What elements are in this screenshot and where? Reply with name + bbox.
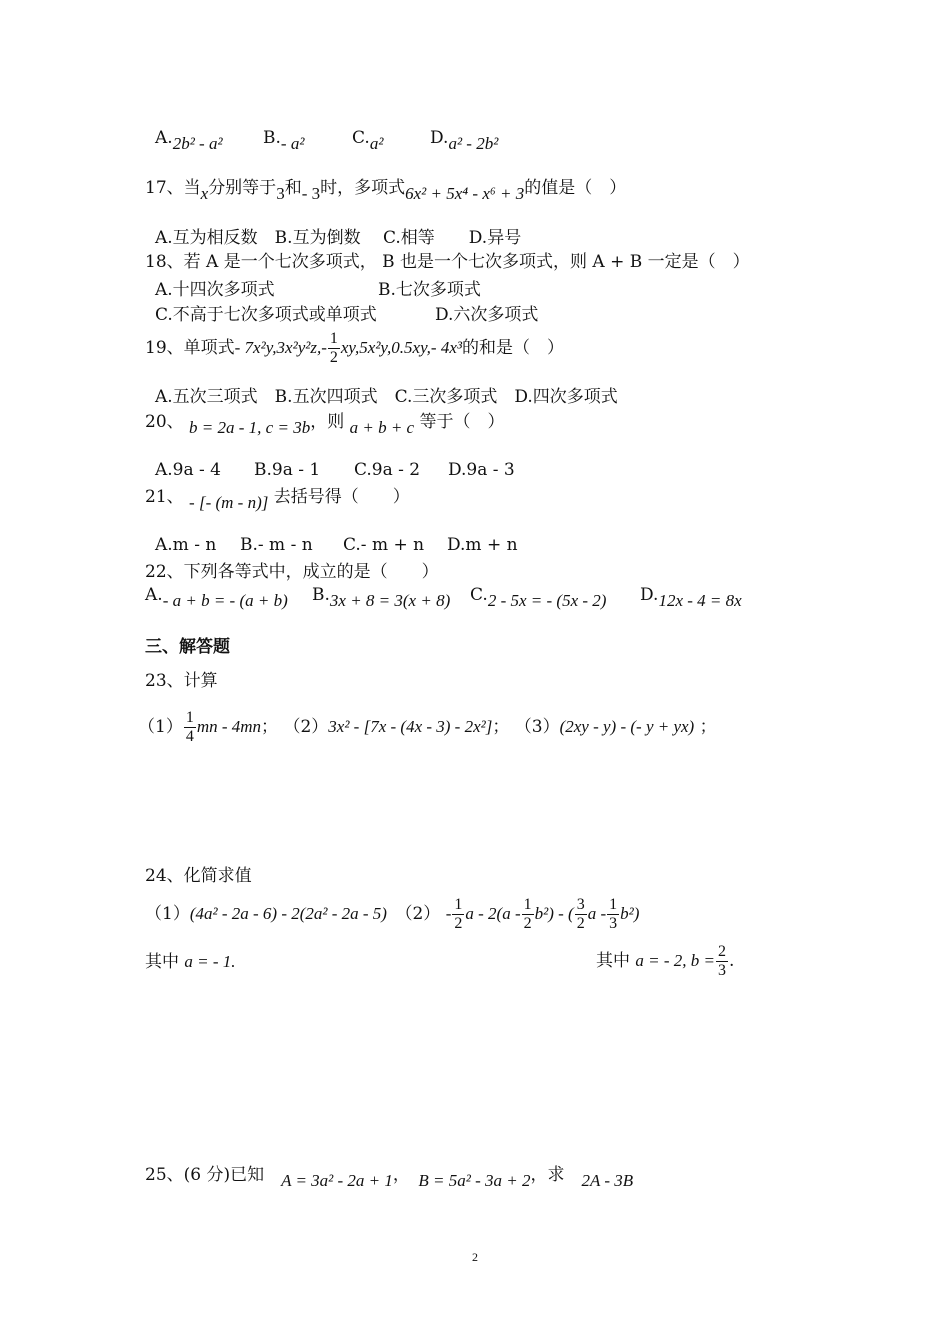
q19-fraction: $\frac{1}{2}$ [329,330,338,366]
q20-stem: 20、 b = 2a - 1, c = 3b，则 a + b + c 等于（ ） [145,412,505,437]
q20-option-b: B.9a - 1 [254,460,321,480]
q23-parts: （1） $\frac{1}{4}$ mn - 4mn； （2）3x² - [7x - (4x - 3) - 2x²]； （3）(2xy - y) - (- y + yx) ； [138,709,717,745]
q22-option-a: A.- a + b = - (a + b) [145,585,288,610]
q22-option-c: C.2 - 5x = - (5x - 2) [470,585,607,610]
q20-option-a: A.9a - 4 [155,460,221,480]
q18-stem: 18、若 A 是一个七次多项式， B 也是一个七次多项式，则 A + B 一定是（ ） [145,252,750,272]
q21-stem: 21、 - [- (m - n)] 去括号得（ ） [145,487,410,512]
q22-stem: 22、下列各等式中，成立的是（ ） [145,562,439,582]
q18-option-d: D.六次多项式 [435,305,539,325]
q21-option-a: A.m - n [155,535,217,555]
q16-option-a-expr: 2b² - a² [172,134,223,153]
q16-option-c: C.a² [352,128,384,153]
q18-option-a: A.十四次多项式 [155,280,275,300]
q24-stem: 24、化简求值 [145,866,252,886]
q24-parts: （1）(4a² - 2a - 6) - 2(2a² - 2a - 5) （2） - $\frac{1}{2}$ a - 2(a - $\frac{1}{2}$ b²) - ( $\frac{3}{2}$ a - $\frac{1}{3}$ b²) [145,896,640,932]
q23-fraction: $\frac{1}{4}$ [185,709,194,745]
q21-option-b: B.- m - n [240,535,313,555]
q20-option-d: D.9a - 3 [448,460,515,480]
q21-option-d: D.m + n [447,535,518,555]
q22-option-b: B.3x + 8 = 3(x + 8) [312,585,451,610]
q20-option-c: C.9a - 2 [354,460,421,480]
q16-option-b: B.- a² [263,128,305,153]
q19-options: A.五次三项式 B.五次四项式 C.三次多项式 D.四次多项式 [155,387,618,407]
q24-condition-2: 其中 a = - 2, b = $\frac{2}{3}$ . [596,943,735,979]
q21-option-c: C.- m + n [343,535,425,555]
q23-stem: 23、计算 [145,671,218,691]
q18-option-c: C.不高于七次多项式或单项式 [155,305,377,325]
section-heading: 三、解答题 [145,637,230,657]
q19-stem: 19、单项式- 7x²y,3x²y²z,- $\frac{1}{2}$ xy,5x²y,0.5xy,- 4x³的和是（ ） [145,330,564,366]
q16-option-d: D.a² - 2b² [430,128,499,153]
q17-options: A.互为相反数 B.互为倒数 C.相等 D.异号 [155,228,522,248]
q17-stem: 17、当x分别等于3和- 3时，多项式6x² + 5x⁴ - x⁶ + 3的值是（ ） [145,178,627,203]
q16-option-a: A.2b² - a² [155,128,223,153]
page-number: 2 [472,1250,478,1264]
q18-option-b: B.七次多项式 [378,280,481,300]
q22-option-d: D.12x - 4 = 8x [640,585,742,610]
q24-condition-1: 其中 a = - 1. [145,952,236,972]
q25-stem: 25、(6 分)已知 A = 3a² - 2a + 1， B = 5a² - 3a + 2，求 2A - 3B [145,1165,634,1190]
